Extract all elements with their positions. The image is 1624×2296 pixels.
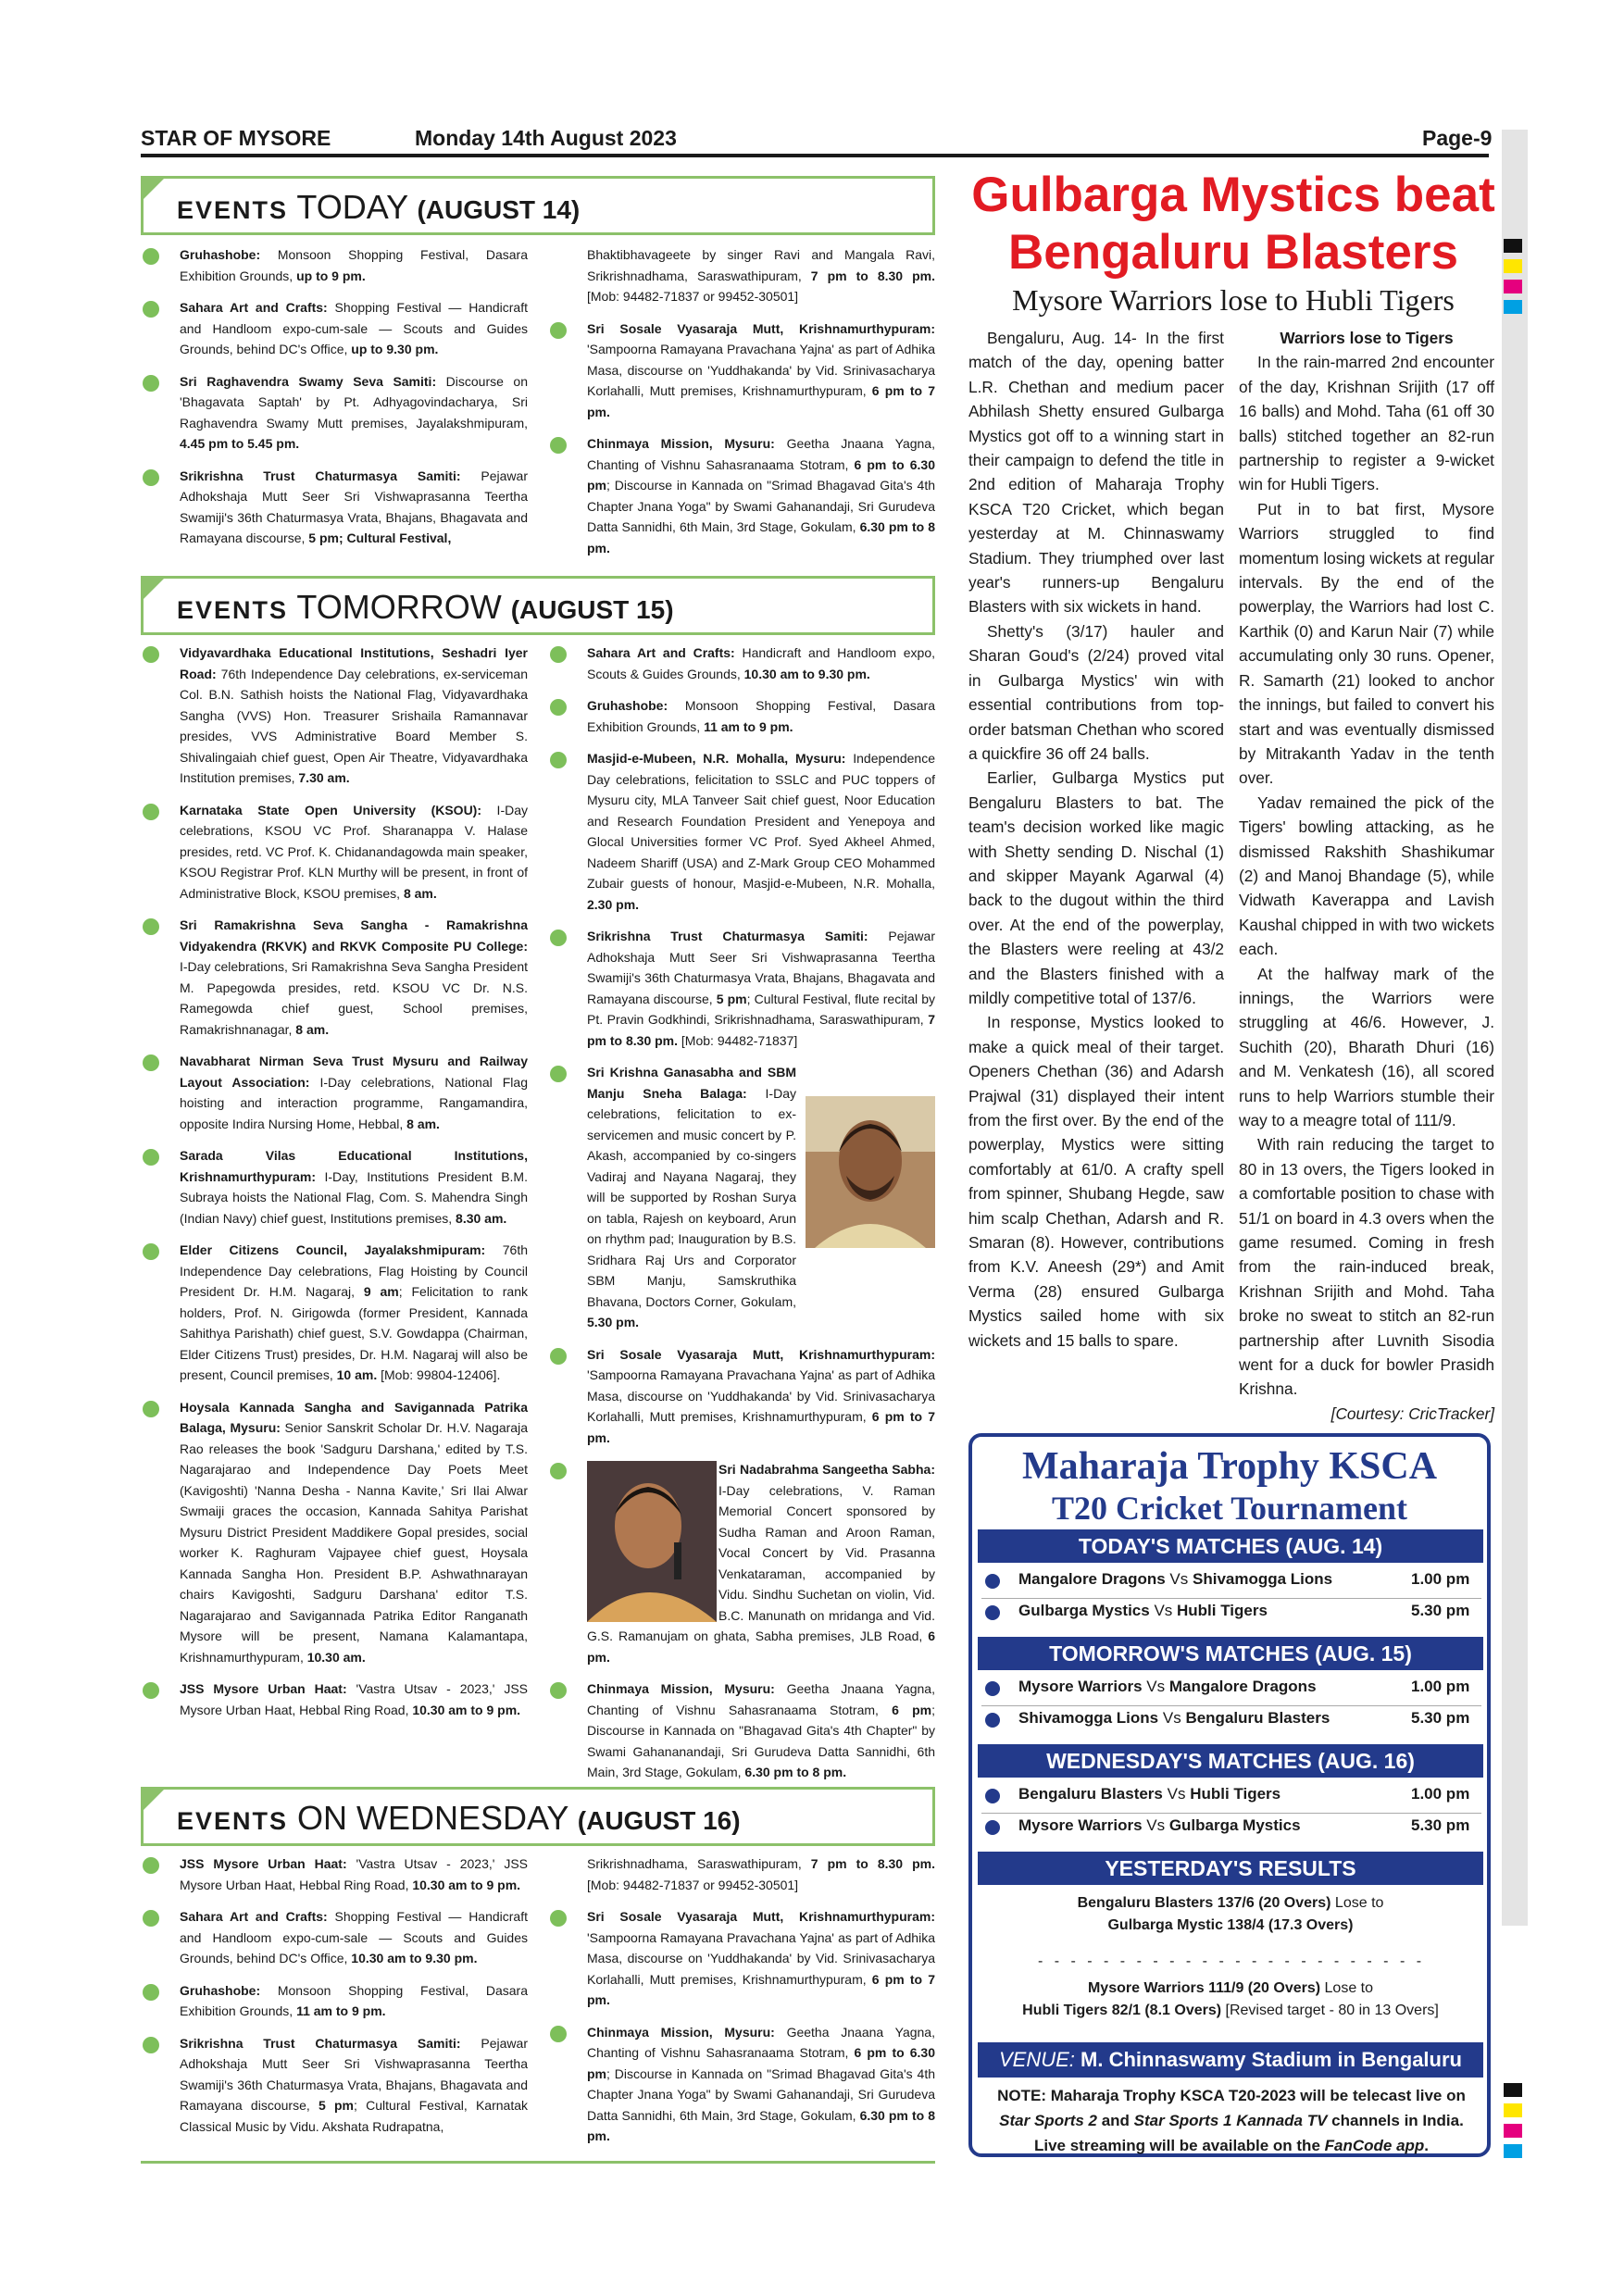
match-time: 5.30 pm (1411, 1602, 1470, 1619)
tomorrow-matches-band: TOMORROW'S MATCHES (AUG. 15) (978, 1637, 1483, 1670)
article-paragraph: Yadav remained the pick of the Tigers' bowling attacking, as he dismissed Rakshith Shashikumar (2) and Manoj Bhandage (5), while Vidwath Kaverappa and Lavish Kaushal chipped in with two wickets each. (1239, 792, 1494, 959)
match-divider (981, 1598, 1481, 1599)
event-item: Sri Nadabrahma Sangeetha Sabha: I-Day celebrations, V. Raman Memorial Concert sponsored by Sudha Raman and Aroon Raman, Vocal Concert by Vid. Prasanna Venkataraman, accompanied by Vidu. Sindhu Suchetan on violin, Vid. B.C. Manunath on mridanga and Vid. G.S. Ramanujam on ghata, Sabha premises, JLB Road, 6 pm. (548, 1459, 935, 1667)
event-item: Hoysala Kannada Sangha and Savigannada Patrika Balaga, Mysuru: Senior Sanskrit Scholar Dr. H.V. Nagaraja Rao releases the book 'Sadguru Darshana,' edited by T.S. Nagarajarao and Independence Day Poets Meet (Kavigoshti) 'Nanna Desha - Nanna Kavite,' Sri Ilai Alwar Swmaiji graces the occasion, Kannada Sahitya Parishat Mysuru District President Maddikere Gopal presides, social worker K. Raghuram Vajpayee chief guest, Hoysala Kannada Sangha Hon. President B.P. Ashwathnarayan chairs Kavigoshti, Sadguru Darshana' editor T.S. Nagarajarao and Savigannada Patrika Editor Ranganath Mysore will be present, Namana Kalamantapa, Krishnamurthypuram, 10.30 am. (141, 1397, 528, 1668)
match-divider (981, 1813, 1481, 1814)
match-row (985, 1600, 1476, 1629)
venue-band: VENUE: M. Chinnaswamy Stadium in Bengaluru (978, 2042, 1483, 2078)
registration-mark (1504, 2144, 1522, 2158)
match-time: 5.30 pm (1411, 1816, 1470, 1834)
registration-mark (1504, 239, 1522, 253)
article-paragraph: At the halfway mark of the innings, the Warriors were struggling at 46/6. However, J. Suchith (20), Bharath Dhuri (16) and M. Venkatesh (16), all scored runs to help Warriors stumble their way to a meagre total of 111/9. (1239, 964, 1494, 1129)
tournament-subtitle: T20 Cricket Tournament (1051, 1490, 1407, 1527)
article-paragraph: Earlier, Gulbarga Mystics put Bengaluru Blasters to bat. The team's decision worked like magic with Shetty sending D. Nischal (1) and skipper Mayank Agarwal (4) back to the dugout within the third over. At the end of the powerplay, the Blasters were reeling at 43/2 and the Blasters finished with a mildly competitive total of 137/6. (968, 768, 1224, 1007)
bullet-icon (985, 1574, 1000, 1589)
event-item: Srikrishna Trust Chaturmasya Samiti: Pejawar Adhokshaja Mutt Seer Sri Vishwaprasanna Teertha Swamiji's 36th Chaturmasya Vrata, Bhajans, Bhagavata and Ramayana discourse, 5 pm; Cultural Festival, (141, 466, 528, 549)
article-paragraph: Bengaluru, Aug. 14- In the first match of the day, opening batter L.R. Chethan and medium pacer Abhilash Shetty ensured Gulbarga Mystics got off to a winning start in their campaign to defend the title in 2nd edition of Maharaja Trophy KSCA T20 Cricket, which began yesterday at M. Chinnaswamy Stadium. They triumphed over last year's runners-up Bengaluru Blasters with six wickets in hand. (968, 329, 1224, 617)
article-headline: Gulbarga Mystics beat Bengaluru Blasters (971, 168, 1495, 280)
page-edge-strip (1502, 130, 1528, 1926)
article-subhead: Mysore Warriors lose to Hubli Tigers (1012, 283, 1455, 317)
match-row (985, 1815, 1476, 1844)
event-item: Vidyavardhaka Educational Institutions, Seshadri Iyer Road: 76th Independence Day celebrations, ex-serviceman Col. B.N. Sathish hoists the National Flag, Vidyavardhaka Sangha (VVS) Hon. Treasurer Srishaila Ramannavar presides, VVS Administrative Board Member S. Shivalingaiah chief guest, Open Air Theatre, Vidyavardhaka Institution premises, 7.30 am. (141, 643, 528, 789)
match-time: 1.00 pm (1411, 1785, 1470, 1803)
akash-photo (806, 1096, 935, 1248)
events-today-header: EVENTS TODAY (AUGUST 14) (141, 176, 935, 235)
events-wednesday-left-column (141, 1853, 528, 2148)
bullet-icon (985, 1713, 1000, 1728)
result-1: Bengaluru Blasters 137/6 (20 Overs) Lose to Gulbarga Mystic 138/4 (17.3 Overs) (1077, 1895, 1384, 1933)
registration-mark (1504, 2124, 1522, 2138)
registration-mark (1504, 259, 1522, 273)
telecast-note: NOTE: Maharaja Trophy KSCA T20-2023 will be telecast live on Star Sports 2 and Star Sports 1 Kannada TV channels in India. Live streaming will be available on the FanCode app. (997, 2087, 1466, 2154)
event-item: Sri Sosale Vyasaraja Mutt, Krishnamurthypuram: 'Sampoorna Ramayana Pravachana Yajna' as part of Adhika Masa, discourse on 'Yuddhakanda' by Vid. Srinivasacharya Korlahalli, Mutt premises, Krishnamurthypuram, 6 pm to 7 pm. (548, 1344, 935, 1449)
match-row (985, 1568, 1476, 1598)
event-item: Gruhashobe: Monsoon Shopping Festival, Dasara Exhibition Grounds, 11 am to 9 pm. (141, 1980, 528, 2022)
newspaper-name: STAR OF MYSORE (141, 126, 331, 150)
event-item: Sahara Art and Crafts: Shopping Festival — Handicraft and Handloom expo-cum-sale — Scouts and Guides Grounds, behind DC's Office, 10.30 am to 9.30 pm. (141, 1906, 528, 1969)
event-item: Srikrishnadhama, Saraswathipuram, 7 pm to 8.30 pm. [Mob: 94482-71837 or 99452-30501] (587, 1856, 935, 1892)
event-item: Srikrishna Trust Chaturmasya Samiti: Pejawar Adhokshaja Mutt Seer Sri Vishwaprasanna Teertha Swamiji's 36th Chaturmasya Vrata, Bhajans, Bhagavata and Ramayana discourse, 5 pm; Cultural Festival, flute recital by Pt. Pravin Godkhindi, Srikrishnadhama, Saraswathipuram, 7 pm to 8.30 pm. [Mob: 94482-71837] (548, 926, 935, 1051)
article-subheading: Warriors lose to Tigers (1280, 329, 1454, 347)
event-item: Sri Ramakrishna Seva Sangha - Ramakrishna Vidyakendra (RKVK) and RKVK Composite PU College: I-Day celebrations, Sri Ramakrishna Seva Sangha President M. Papegowda presides, retd. KSOU VC Dr. N.S. Ramegowda chief guest, School premises, Ramakrishnanagar, 8 am. (141, 915, 528, 1040)
event-item: Gruhashobe: Monsoon Shopping Festival, Dasara Exhibition Grounds, up to 9 pm. (141, 244, 528, 286)
issue-date: Monday 14th August 2023 (415, 126, 677, 150)
article-column-2 (1239, 326, 1494, 1426)
result-divider: - - - - - - - - - - - - - - - - - - - - - - - - (1037, 1953, 1426, 1969)
match-teams: Gulbarga Mystics Vs Hubli Tigers (1018, 1602, 1268, 1619)
event-item: Bhaktibhavageete by singer Ravi and Mangala Ravi, Srikrishnadhama, Saraswathipuram, 7 pm to 8.30 pm. [Mob: 94482-71837 or 99452-30501] (587, 247, 935, 304)
event-item: Elder Citizens Council, Jayalakshmipuram: 76th Independence Day celebrations, Flag Hoisting by Council President Dr. H.M. Nagaraj, 9 am; Felicitation to rank holders, Prof. N. Girigowda (former President, Kannada Sahithya Parishath) chief guest, S.V. Gowdappa (Chairman, Elder Citizens Trust) presides, Dr. H.M. Nagaraj will also be present, Council premises, 10 am. [Mob: 99804-12406]. (141, 1240, 528, 1386)
event-item: JSS Mysore Urban Haat: 'Vastra Utsav - 2023,' JSS Mysore Urban Haat, Hebbal Ring Road, 10.30 am to 9 pm. (141, 1678, 528, 1720)
match-teams: Mangalore Dragons Vs Shivamogga Lions (1018, 1570, 1333, 1588)
match-time: 5.30 pm (1411, 1709, 1470, 1727)
header-rule (141, 154, 1489, 157)
events-today-right-column (548, 244, 935, 569)
event-item: Chinmaya Mission, Mysuru: Geetha Jnaana Yagna, Chanting of Vishnu Sahasranaama Stotram, 6 pm to 6.30 pm; Discourse in Kannada on "Srimad Bhagavad Gita's 4th Chapter Jnana Yoga" by Swami Gahanandaji, Sri Gurudeva Datta Sannidhi, 6th Main, 3rd Stage, Gokulam, 6.30 pm to 8 pm. (548, 2022, 935, 2147)
bullet-icon (985, 1605, 1000, 1620)
event-item: Karnataka State Open University (KSOU): I-Day celebrations, KSOU VC Prof. Sharanappa V. Halase presides, retd. VC Prof. K. Chidanandagowda main speaker, KSOU Registrar Prof. KLN Murthy will be present, in front of Administrative Block, KSOU premises, 8 am. (141, 800, 528, 905)
events-tomorrow-left-column (141, 643, 528, 1731)
today-matches-band: TODAY'S MATCHES (AUG. 14) (978, 1529, 1483, 1563)
bullet-icon (985, 1681, 1000, 1696)
event-item: Sarada Vilas Educational Institutions, Krishnamurthypuram: I-Day, Institutions President B.M. Subraya hoists the National Flag, Com. S. Mahendra Singh (Indian Navy) chief guest, Institutions premises, 8.30 am. (141, 1145, 528, 1229)
match-divider (981, 1705, 1481, 1706)
article-paragraph: In response, Mystics looked to make a quick meal of their target. Openers Chethan (36) and Adarsh Prajwal (31) displayed their intent from the first over. By the end of the powerplay, Mystics were sitting comfortably at 61/0. A crafty spell from spinner, Shubang Hegde, saw him scalp Chethan, Adarsh and R. Smaran (8). However, contributions from K.V. Aneesh (29*) and Amit Verma (28) ensured Gulbarga Mystics sailed home with six wickets and 15 balls to spare. (968, 1013, 1224, 1350)
match-row (985, 1676, 1476, 1705)
article-paragraph: Shetty's (3/17) hauler and Sharan Goud's (2/24) proved vital in Gulbarga Mystics' win with essential contributions from top-order batsman Chethan who scored a quickfire 36 off 24 balls. (968, 621, 1224, 763)
registration-mark (1504, 280, 1522, 293)
match-time: 1.00 pm (1411, 1570, 1470, 1588)
tournament-title: Maharaja Trophy KSCA (1021, 1445, 1438, 1488)
event-item: Srikrishna Trust Chaturmasya Samiti: Pejawar Adhokshaja Mutt Seer Sri Vishwaprasanna Teertha Swamiji's 36th Chaturmasya Vrata, Bhajans, Bhagavata and Ramayana discourse, 5 pm; Cultural Festival, Karnatak Classical Music by Vidu. Akshata Rudrapatna, (141, 2033, 528, 2138)
event-item: Sri Sosale Vyasaraja Mutt, Krishnamurthypuram: 'Sampoorna Ramayana Pravachana Yajna' as part of Adhika Masa, discourse on 'Yuddhakanda' by Vid. Srinivasacharya Korlahalli, Mutt premises, Krishnamurthypuram, 6 pm to 7 pm. (548, 1906, 935, 2011)
event-item: Navabharat Nirman Seva Trust Mysuru and Railway Layout Association: I-Day celebrations, National Flag hoisting and interaction programme, Rangamandira, opposite Indira Nursing Home, Hebbal, 8 am. (141, 1051, 528, 1134)
match-teams: Mysore Warriors Vs Mangalore Dragons (1018, 1678, 1317, 1695)
bullet-icon (985, 1789, 1000, 1803)
event-item: Sri Krishna Ganasabha and SBM Manju Sneha Balaga: I-Day celebrations, felicitation to ex-servicemen and music concert by P. Akash, accompanied by co-singers Vadiraj and Nayana Nagaraj, they will be supported by Roshan Surya on tabla, Rajesh on keyboard, Arun on rhythm pad; Inauguration by B.S. Sridhara Raj Urs and Corporator SBM Manju, Samskruthika Bhavana, Doctors Corner, Gokulam, 5.30 pm. (548, 1062, 935, 1333)
match-row (985, 1783, 1476, 1813)
article-paragraph: Put in to bat first, Mysore Warriors struggled to find momentum losing wickets at regular intervals. By the end of the powerplay, the Warriors had lost C. Karthik (0) and Karun Nair (7) while accumulating only 30 runs. Opener, R. Samarth (21) looked to anchor the innings, but failed to convert his start and was eventually dismissed by Mitrakanth Yadav in the tenth over. (1239, 499, 1494, 788)
events-tomorrow-header: EVENTS TOMORROW (AUGUST 15) (141, 576, 935, 635)
events-wednesday-header: EVENTS ON WEDNESDAY (AUGUST 16) (141, 1787, 935, 1846)
event-item: Sahara Art and Crafts: Shopping Festival — Handicraft and Handloom expo-cum-sale — Scouts and Guides Grounds, behind DC's Office, up to 9.30 pm. (141, 297, 528, 360)
article-courtesy: [Courtesy: CricTracker] (1330, 1404, 1494, 1423)
page-number: Page-9 (1422, 126, 1493, 150)
result-2: Mysore Warriors 111/9 (20 Overs) Lose to Hubli Tigers 82/1 (8.1 Overs) [Revised target - 80 in 13 Overs] (1022, 1980, 1439, 2018)
events-today-left-column (141, 244, 528, 560)
article-paragraph: With rain reducing the target to 80 in 13 overs, the Tigers looked in a comfortable position to chase with 51/1 on board in 4.3 overs when the game resumed. Coming in fresh from the rain-induced break, Krishnan Srijith and Mohd. Taha broke no sweat to stitch an 82-run partnership after Luvnith Sisodia went for a duck for bowler Prasidh Krishna. (1239, 1135, 1494, 1399)
event-item: Chinmaya Mission, Mysuru: Geetha Jnaana Yagna, Chanting of Vishnu Sahasranaama Stotram, 6 pm to 6.30 pm; Discourse in Kannada on "Srimad Bhagavad Gita's 4th Chapter Jnana Yoga" by Swami Gahanandaji, Sri Gurudeva Datta Sannidhi, 6th Main, 3rd Stage, Gokulam, 6.30 pm to 8 pm. (548, 433, 935, 558)
registration-mark (1504, 300, 1522, 314)
match-teams: Bengaluru Blasters Vs Hubli Tigers (1018, 1785, 1281, 1803)
prasanna-venkataraman-photo (587, 1461, 717, 1622)
registration-mark (1504, 2103, 1522, 2117)
bullet-icon (985, 1820, 1000, 1835)
registration-mark (1504, 2083, 1522, 2097)
event-item: Sri Sosale Vyasaraja Mutt, Krishnamurthypuram: 'Sampoorna Ramayana Pravachana Yajna' as part of Adhika Masa, discourse on 'Yuddhakanda' by Vid. Srinivasacharya Korlahalli, Mutt premises, Krishnamurthypuram, 6 pm to 7 pm. (548, 318, 935, 423)
event-item: JSS Mysore Urban Haat: 'Vastra Utsav - 2023,' JSS Mysore Urban Haat, Hebbal Ring Road, 10.30 am to 9 pm. (141, 1853, 528, 1895)
match-teams: Shivamogga Lions Vs Bengaluru Blasters (1018, 1709, 1330, 1727)
event-item: Sri Raghavendra Swamy Seva Samiti: Discourse on 'Bhagavata Saptah' by Pt. Adhyagovindacharya, Sri Raghavendra Swamy Mutt premises, Jayalakshmipuram, 4.45 pm to 5.45 pm. (141, 371, 528, 455)
match-row (985, 1707, 1476, 1737)
events-wednesday-right-column (548, 1853, 935, 2158)
match-teams: Mysore Warriors Vs Gulbarga Mystics (1018, 1816, 1301, 1834)
event-item: Masjid-e-Mubeen, N.R. Mohalla, Mysuru: Independence Day celebrations, felicitation to SSLC and PUC toppers of Mysuru city, MLA Tanveer Sait chief guest, Noor Education and Research Foundation President and Yenepoya and Glocal Universities former VC Prof. Syed Akheel Ahmed, Nadeem Shariff (USA) and Z-Mark Group CEO Mohammed Zubair guests of honour, Masjid-e-Mubeen, N.R. Mohalla, 2.30 pm. (548, 748, 935, 915)
event-item: Gruhashobe: Monsoon Shopping Festival, Dasara Exhibition Grounds, 11 am to 9 pm. (548, 695, 935, 737)
match-time: 1.00 pm (1411, 1678, 1470, 1695)
article-paragraph: In the rain-marred 2nd encounter of the day, Krishnan Srijith (17 off 16 balls) and Mohd. Taha (61 off 30 balls) stitched together an 82-run partnership to register a 9-wicket win for Hubli Tigers. (1239, 353, 1494, 494)
article-column-1 (968, 326, 1224, 1353)
results-band: YESTERDAY'S RESULTS (978, 1852, 1483, 1885)
event-item: Chinmaya Mission, Mysuru: Geetha Jnaana Yagna, Chanting of Vishnu Sahasranaama Stotram, 6 pm; Discourse in Kannada on "Bhagavad Gita's 4th Chapter" by Swami Gahananandaji, Sri Gurudeva Datta Sannidhi, 6th Main, 3rd Stage, Gokulam, 6.30 pm to 8 pm. (548, 1678, 935, 1783)
events-bottom-rule (141, 2161, 935, 2164)
wednesday-matches-band: WEDNESDAY'S MATCHES (AUG. 16) (978, 1744, 1483, 1778)
event-item: Sahara Art and Crafts: Handicraft and Handloom expo, Scouts & Guides Grounds, 10.30 am to 9.30 pm. (548, 643, 935, 684)
